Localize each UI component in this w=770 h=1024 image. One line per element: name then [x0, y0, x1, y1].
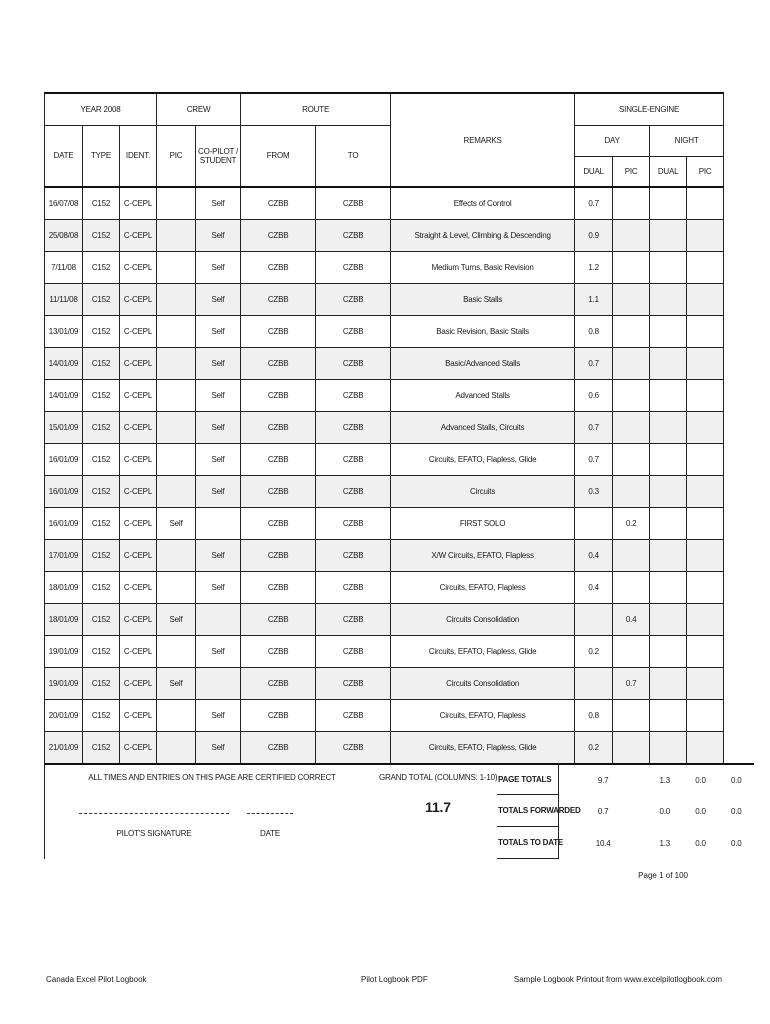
entry-from: CZBB — [241, 411, 316, 443]
entry-date: 19/01/09 — [45, 667, 83, 699]
entry-remarks: Circuits Consolidation — [391, 667, 575, 699]
entry-night-dual — [650, 379, 687, 411]
entry-night-pic — [687, 635, 724, 667]
entry-copilot: Self — [196, 379, 241, 411]
entry-ident: C-CEPL — [120, 539, 157, 571]
entry-pic — [157, 443, 196, 475]
entry-pic — [157, 219, 196, 251]
night-pic-header: PIC — [687, 156, 724, 187]
entry-day-dual: 0.6 — [575, 379, 613, 411]
entry-copilot: Self — [196, 283, 241, 315]
entry-remarks: Basic/Advanced Stalls — [391, 347, 575, 379]
totals-to-date-label-cell — [497, 827, 564, 859]
entry-copilot: Self — [196, 251, 241, 283]
entry-ident: C-CEPL — [120, 635, 157, 667]
table-row — [45, 667, 724, 699]
entry-night-pic — [687, 571, 724, 603]
table-row — [45, 539, 724, 571]
grand-total-area — [379, 763, 497, 859]
to-date-night-pic: 0.0 — [730, 838, 742, 848]
entry-type: C152 — [83, 699, 120, 731]
entry-from: CZBB — [241, 251, 316, 283]
entry-night-dual — [650, 187, 687, 219]
totals-forwarded-label: TOTALS FORWARDED — [497, 806, 581, 815]
logbook-table — [44, 92, 724, 764]
page-total-night-pic: 0.0 — [730, 775, 742, 785]
footer-right-text: Sample Logbook Printout from www.excelpilotlogbook.com — [513, 975, 722, 984]
entry-day-pic — [613, 315, 650, 347]
page-total-day-pic: 1.3 — [659, 775, 670, 785]
entry-to: CZBB — [316, 507, 391, 539]
forwarded-day-dual: 0.7 — [597, 806, 609, 816]
entry-night-dual — [650, 699, 687, 731]
entry-night-dual — [650, 539, 687, 571]
entry-copilot: Self — [196, 539, 241, 571]
totals-section — [44, 763, 770, 859]
single-engine-header: SINGLE-ENGINE — [575, 93, 724, 125]
entry-to: CZBB — [316, 187, 391, 219]
entry-type: C152 — [83, 187, 120, 219]
entry-day-dual — [575, 603, 613, 635]
to-date-day-pic: 1.3 — [659, 838, 670, 848]
entry-from: CZBB — [241, 731, 316, 763]
entry-ident: C-CEPL — [120, 187, 157, 219]
table-row — [45, 507, 724, 539]
to-header: TO — [316, 125, 391, 187]
entry-to: CZBB — [316, 443, 391, 475]
table-row — [45, 635, 724, 667]
entry-type: C152 — [83, 731, 120, 763]
table-row — [45, 219, 724, 251]
entry-date: 16/01/09 — [45, 507, 83, 539]
entry-ident: C-CEPL — [120, 315, 157, 347]
date-line — [247, 813, 293, 814]
entry-pic — [157, 187, 196, 219]
entry-to: CZBB — [316, 603, 391, 635]
entry-from: CZBB — [241, 283, 316, 315]
entry-to: CZBB — [316, 283, 391, 315]
entry-copilot: Self — [196, 347, 241, 379]
entry-night-dual — [650, 731, 687, 763]
route-header: ROUTE — [241, 93, 391, 125]
entry-ident: C-CEPL — [120, 571, 157, 603]
entry-remarks: Advanced Stalls, Circuits — [391, 411, 575, 443]
entry-night-pic — [687, 731, 724, 763]
page-total-day-dual: 9.7 — [597, 775, 609, 785]
from-header: FROM — [241, 125, 316, 187]
table-row — [45, 699, 724, 731]
entry-date: 18/01/09 — [45, 571, 83, 603]
entry-from: CZBB — [241, 315, 316, 347]
to-date-night-dual: 0.0 — [695, 838, 706, 848]
entry-copilot: Self — [196, 699, 241, 731]
entry-night-pic — [687, 699, 724, 731]
entry-copilot — [196, 667, 241, 699]
entry-ident: C-CEPL — [120, 443, 157, 475]
copilot-header — [196, 125, 241, 187]
entry-from: CZBB — [241, 475, 316, 507]
entry-pic — [157, 475, 196, 507]
entry-copilot: Self — [196, 187, 241, 219]
entry-ident: C-CEPL — [120, 379, 157, 411]
entry-to: CZBB — [316, 379, 391, 411]
table-row — [45, 315, 724, 347]
entry-from: CZBB — [241, 571, 316, 603]
entry-type: C152 — [83, 539, 120, 571]
entry-pic — [157, 411, 196, 443]
entry-remarks: FIRST SOLO — [391, 507, 575, 539]
entry-pic: Self — [157, 603, 196, 635]
ident-header: IDENT. — [120, 125, 157, 187]
entry-night-pic — [687, 251, 724, 283]
entry-type: C152 — [83, 603, 120, 635]
entry-to: CZBB — [316, 411, 391, 443]
table-row — [45, 411, 724, 443]
night-header: NIGHT — [650, 125, 724, 156]
copilot-header-line1: CO-PILOT / — [198, 146, 239, 156]
entry-copilot: Self — [196, 731, 241, 763]
entry-night-pic — [687, 539, 724, 571]
forwarded-night-dual: 0.0 — [695, 806, 706, 816]
remarks-header: REMARKS — [391, 93, 575, 187]
entry-to: CZBB — [316, 571, 391, 603]
entry-day-pic — [613, 635, 650, 667]
entry-night-dual — [650, 347, 687, 379]
entry-type: C152 — [83, 219, 120, 251]
entry-type: C152 — [83, 475, 120, 507]
entry-date: 11/11/08 — [45, 283, 83, 315]
entry-day-dual: 0.8 — [575, 699, 613, 731]
entry-date: 19/01/09 — [45, 635, 83, 667]
entry-pic — [157, 379, 196, 411]
entry-date: 16/01/09 — [45, 475, 83, 507]
entry-night-dual — [650, 443, 687, 475]
table-row — [45, 475, 724, 507]
entry-date: 14/01/09 — [45, 347, 83, 379]
entry-day-pic — [613, 283, 650, 315]
entry-date: 18/01/09 — [45, 603, 83, 635]
entry-pic: Self — [157, 667, 196, 699]
entry-date: 17/01/09 — [45, 539, 83, 571]
entry-day-dual: 0.7 — [575, 411, 613, 443]
entry-day-dual — [575, 507, 613, 539]
entry-from: CZBB — [241, 635, 316, 667]
entry-ident: C-CEPL — [120, 251, 157, 283]
entry-day-dual: 0.7 — [575, 187, 613, 219]
entry-day-dual: 0.3 — [575, 475, 613, 507]
table-row — [45, 603, 724, 635]
entry-day-dual: 0.7 — [575, 347, 613, 379]
entry-night-dual — [650, 283, 687, 315]
entry-night-dual — [650, 475, 687, 507]
pic-header: PIC — [157, 125, 196, 187]
table-row — [45, 571, 724, 603]
entry-day-dual: 0.2 — [575, 731, 613, 763]
entry-date: 16/01/09 — [45, 443, 83, 475]
entry-remarks: Basic Stalls — [391, 283, 575, 315]
entry-copilot — [196, 507, 241, 539]
entry-ident: C-CEPL — [120, 219, 157, 251]
entry-night-pic — [687, 283, 724, 315]
page-number: Page 1 of 100 — [638, 871, 688, 880]
night-dual-header: DUAL — [650, 156, 687, 187]
year-header: YEAR 2008 — [45, 93, 157, 125]
entry-date: 21/01/09 — [45, 731, 83, 763]
entry-day-pic — [613, 187, 650, 219]
entry-night-dual — [650, 219, 687, 251]
entry-to: CZBB — [316, 251, 391, 283]
entry-type: C152 — [83, 635, 120, 667]
entry-to: CZBB — [316, 699, 391, 731]
crew-header: CREW — [157, 93, 241, 125]
copilot-header-line2: STUDENT — [199, 155, 237, 165]
totals-to-date-label: TOTALS TO DATE — [497, 838, 564, 847]
totals-forwarded-label-cell — [497, 795, 581, 827]
table-row — [45, 283, 724, 315]
entry-ident: C-CEPL — [120, 283, 157, 315]
entry-day-pic: 0.2 — [613, 507, 650, 539]
entry-day-pic — [613, 251, 650, 283]
entry-night-pic — [687, 347, 724, 379]
type-header: TYPE — [83, 125, 120, 187]
entry-ident: C-CEPL — [120, 603, 157, 635]
entry-pic — [157, 251, 196, 283]
entry-pic — [157, 635, 196, 667]
entry-ident: C-CEPL — [120, 667, 157, 699]
entry-night-pic — [687, 603, 724, 635]
grand-total-label: GRAND TOTAL (COLUMNS: 1-10) — [378, 773, 498, 782]
entry-type: C152 — [83, 443, 120, 475]
entry-copilot: Self — [196, 443, 241, 475]
entry-day-dual: 1.1 — [575, 283, 613, 315]
entry-day-dual: 1.2 — [575, 251, 613, 283]
entry-day-pic — [613, 443, 650, 475]
entry-from: CZBB — [241, 443, 316, 475]
entry-ident: C-CEPL — [120, 475, 157, 507]
page-totals-label-cell — [497, 763, 559, 795]
entry-night-pic — [687, 507, 724, 539]
entry-remarks: Basic Revision, Basic Stalls — [391, 315, 575, 347]
entry-day-pic — [613, 379, 650, 411]
entry-from: CZBB — [241, 507, 316, 539]
day-header: DAY — [575, 125, 650, 156]
entry-from: CZBB — [241, 347, 316, 379]
table-row — [45, 731, 724, 763]
entry-to: CZBB — [316, 731, 391, 763]
entry-night-pic — [687, 315, 724, 347]
entry-night-dual — [650, 571, 687, 603]
entry-day-pic: 0.7 — [613, 667, 650, 699]
entry-ident: C-CEPL — [120, 731, 157, 763]
entry-remarks: Circuits, EFATO, Flapless — [391, 699, 575, 731]
entry-pic — [157, 347, 196, 379]
entry-day-pic — [613, 347, 650, 379]
entry-remarks: Circuits — [391, 475, 575, 507]
entry-day-pic — [613, 219, 650, 251]
entry-remarks: Circuits, EFATO, Flapless, Glide — [391, 731, 575, 763]
entry-night-pic — [687, 219, 724, 251]
entry-night-pic — [687, 379, 724, 411]
entry-to: CZBB — [316, 315, 391, 347]
certification-area — [44, 763, 379, 859]
to-date-day-dual: 10.4 — [595, 838, 611, 848]
entry-ident: C-CEPL — [120, 411, 157, 443]
entry-pic — [157, 283, 196, 315]
entry-night-pic — [687, 411, 724, 443]
entry-type: C152 — [83, 283, 120, 315]
entry-date: 15/01/09 — [45, 411, 83, 443]
entry-pic — [157, 731, 196, 763]
entry-remarks: X/W Circuits, EFATO, Flapless — [391, 539, 575, 571]
entry-type: C152 — [83, 315, 120, 347]
entry-type: C152 — [83, 379, 120, 411]
entry-day-pic — [613, 571, 650, 603]
entry-copilot: Self — [196, 635, 241, 667]
date-header: DATE — [45, 125, 83, 187]
entry-copilot: Self — [196, 411, 241, 443]
entry-ident: C-CEPL — [120, 507, 157, 539]
entry-type: C152 — [83, 571, 120, 603]
table-row — [45, 187, 724, 219]
entry-pic — [157, 539, 196, 571]
entry-day-pic — [613, 699, 650, 731]
entry-day-dual: 0.9 — [575, 219, 613, 251]
entry-remarks: Effects of Control — [391, 187, 575, 219]
entry-copilot: Self — [196, 571, 241, 603]
footer-left-text: Canada Excel Pilot Logbook — [46, 975, 147, 984]
entry-night-dual — [650, 667, 687, 699]
entry-to: CZBB — [316, 667, 391, 699]
entry-to: CZBB — [316, 219, 391, 251]
entry-day-dual: 0.2 — [575, 635, 613, 667]
entry-night-pic — [687, 475, 724, 507]
entry-date: 14/01/09 — [45, 379, 83, 411]
day-dual-header: DUAL — [575, 156, 613, 187]
entry-pic: Self — [157, 507, 196, 539]
entry-to: CZBB — [316, 539, 391, 571]
entry-night-dual — [650, 315, 687, 347]
signature-label: PILOT'S SIGNATURE — [116, 829, 192, 838]
entry-remarks: Circuits, EFATO, Flapless — [391, 571, 575, 603]
entry-day-dual — [575, 667, 613, 699]
table-row — [45, 379, 724, 411]
entry-from: CZBB — [241, 379, 316, 411]
entry-date: 25/08/08 — [45, 219, 83, 251]
entry-remarks: Circuits, EFATO, Flapless, Glide — [391, 635, 575, 667]
entry-from: CZBB — [241, 219, 316, 251]
entry-type: C152 — [83, 251, 120, 283]
page-totals-label: PAGE TOTALS — [497, 775, 552, 784]
entry-from: CZBB — [241, 539, 316, 571]
entry-date: 7/11/08 — [45, 251, 83, 283]
entry-type: C152 — [83, 411, 120, 443]
entry-day-pic — [613, 539, 650, 571]
entry-day-pic — [613, 475, 650, 507]
entry-type: C152 — [83, 667, 120, 699]
entry-day-pic — [613, 731, 650, 763]
grand-total-value: 11.7 — [425, 799, 451, 815]
certification-text: ALL TIMES AND ENTRIES ON THIS PAGE ARE CERTIFIED CORRECT — [88, 773, 336, 782]
footer-middle-text: Pilot Logbook PDF — [361, 975, 428, 984]
entry-night-dual — [650, 411, 687, 443]
entry-night-dual — [650, 635, 687, 667]
entry-from: CZBB — [241, 699, 316, 731]
entry-to: CZBB — [316, 475, 391, 507]
table-row — [45, 251, 724, 283]
entry-to: CZBB — [316, 635, 391, 667]
entry-copilot — [196, 603, 241, 635]
forwarded-night-pic: 0.0 — [730, 806, 742, 816]
entry-night-dual — [650, 251, 687, 283]
entry-remarks: Straight & Level, Climbing & Descending — [391, 219, 575, 251]
entry-pic — [157, 315, 196, 347]
entry-day-pic — [613, 411, 650, 443]
entry-night-pic — [687, 443, 724, 475]
entry-to: CZBB — [316, 347, 391, 379]
entry-ident: C-CEPL — [120, 347, 157, 379]
entry-from: CZBB — [241, 667, 316, 699]
entry-date: 20/01/09 — [45, 699, 83, 731]
entry-night-pic — [687, 667, 724, 699]
entry-from: CZBB — [241, 187, 316, 219]
entry-type: C152 — [83, 347, 120, 379]
entry-ident: C-CEPL — [120, 699, 157, 731]
table-row — [45, 347, 724, 379]
entry-remarks: Medium Turns, Basic Revision — [391, 251, 575, 283]
entry-remarks: Circuits, EFATO, Flapless, Glide — [391, 443, 575, 475]
entry-day-dual: 0.8 — [575, 315, 613, 347]
entry-day-dual: 0.7 — [575, 443, 613, 475]
entry-date: 13/01/09 — [45, 315, 83, 347]
entry-pic — [157, 699, 196, 731]
entry-remarks: Advanced Stalls — [391, 379, 575, 411]
page-total-night-dual: 0.0 — [695, 775, 706, 785]
entry-date: 16/07/08 — [45, 187, 83, 219]
entry-type: C152 — [83, 507, 120, 539]
day-pic-header: PIC — [613, 156, 650, 187]
signature-line — [79, 813, 229, 814]
entry-night-dual — [650, 507, 687, 539]
entry-night-dual — [650, 603, 687, 635]
entry-remarks: Circuits Consolidation — [391, 603, 575, 635]
entry-copilot: Self — [196, 315, 241, 347]
entry-day-dual: 0.4 — [575, 539, 613, 571]
date-label: DATE — [260, 829, 280, 838]
entry-copilot: Self — [196, 475, 241, 507]
entry-from: CZBB — [241, 603, 316, 635]
entry-day-pic: 0.4 — [613, 603, 650, 635]
forwarded-day-pic: 0.0 — [659, 806, 670, 816]
entry-night-pic — [687, 187, 724, 219]
entry-day-dual: 0.4 — [575, 571, 613, 603]
table-row — [45, 443, 724, 475]
entry-pic — [157, 571, 196, 603]
entry-copilot: Self — [196, 219, 241, 251]
